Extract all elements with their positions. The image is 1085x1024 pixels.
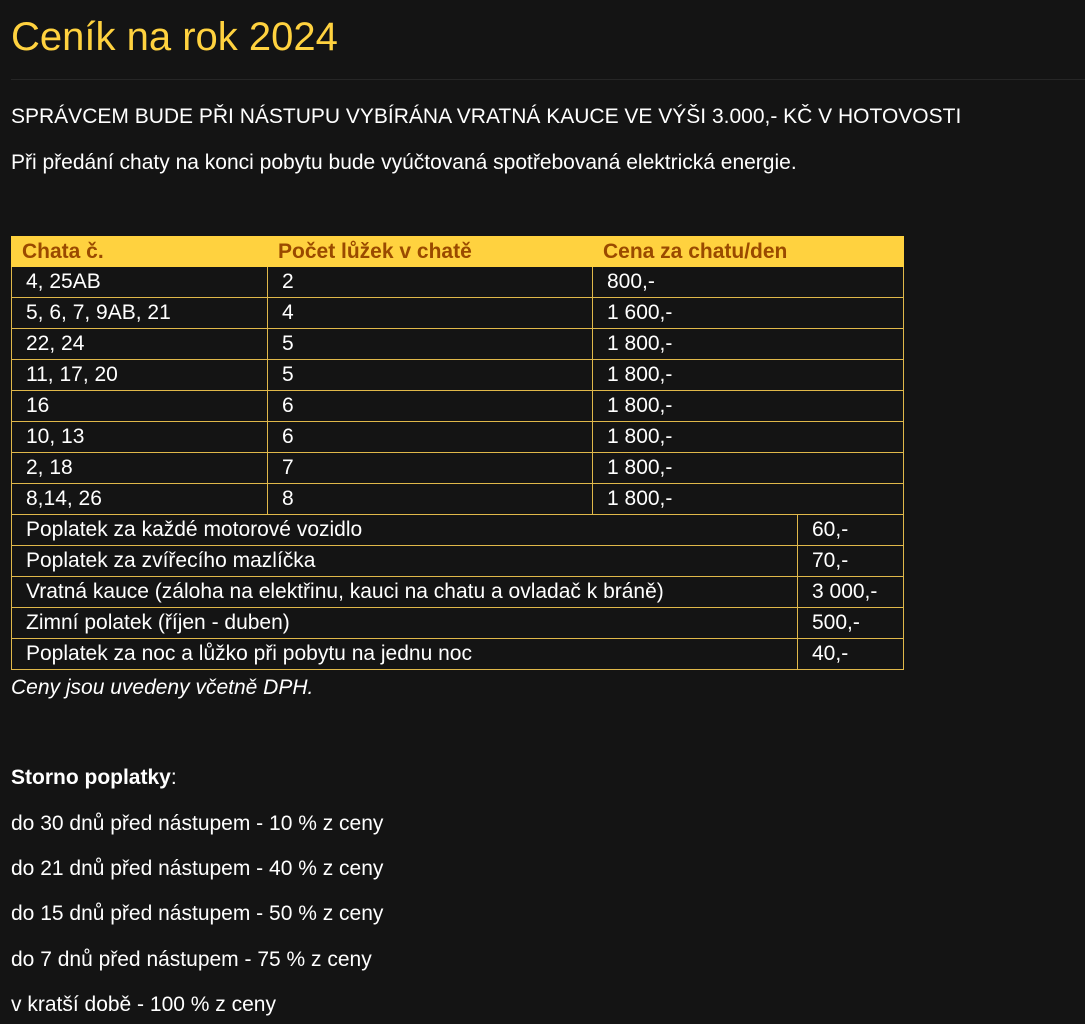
price-per-day: 1 800,- [593,329,904,360]
header-price-per-day: Cena za chatu/den [593,237,904,267]
energy-note: Při předání chaty na konci pobytu bude vyúčtovaná spotřebovaná elektrická energie. [11,151,797,174]
fee-label: Poplatek za zvířecího mazlíčka [12,546,798,577]
storno-item: do 15 dnů před nástupem - 50 % z ceny [11,902,384,925]
fee-amount: 40,- [798,639,904,670]
table-row [12,267,904,298]
table-row [12,453,904,484]
deposit-notice: SPRÁVCEM BUDE PŘI NÁSTUPU VYBÍRÁNA VRATNÁ KAUCE VE VÝŠI 3.000,- KČ V HOTOVOSTI [11,105,962,128]
price-per-day: 1 800,- [593,391,904,422]
fee-amount: 70,- [798,546,904,577]
cabin-number: 16 [12,391,268,422]
table-row [12,329,904,360]
cabin-number: 2, 18 [12,453,268,484]
price-table [11,236,904,515]
price-per-day: 1 800,- [593,453,904,484]
bed-count: 2 [268,267,593,298]
bed-count: 4 [268,298,593,329]
table-row [12,422,904,453]
vat-note: Ceny jsou uvedeny včetně DPH. [11,676,314,699]
bed-count: 6 [268,391,593,422]
price-per-day: 1 800,- [593,422,904,453]
storno-title: Storno poplatky [11,766,171,789]
storno-item: do 7 dnů před nástupem - 75 % z ceny [11,948,372,971]
title-divider [11,79,1085,80]
fee-row [12,515,904,546]
fee-label: Zimní polatek (říjen - duben) [12,608,798,639]
bed-count: 7 [268,453,593,484]
cabin-number: 22, 24 [12,329,268,360]
table-row [12,391,904,422]
price-per-day: 1 800,- [593,360,904,391]
fee-row [12,577,904,608]
storno-item: do 21 dnů před nástupem - 40 % z ceny [11,857,384,880]
cabin-number: 10, 13 [12,422,268,453]
page-title: Ceník na rok 2024 [11,15,338,59]
header-cabin-number: Chata č. [12,237,268,267]
storno-item: do 30 dnů před nástupem - 10 % z ceny [11,812,384,835]
bed-count: 5 [268,329,593,360]
bed-count: 6 [268,422,593,453]
fee-label: Poplatek za noc a lůžko při pobytu na jednu noc [12,639,798,670]
fee-amount: 3 000,- [798,577,904,608]
storno-colon: : [170,766,177,789]
fee-row [12,608,904,639]
fee-row [12,639,904,670]
cabin-number: 5, 6, 7, 9AB, 21 [12,298,268,329]
price-table-header [12,237,904,267]
fee-label: Poplatek za každé motorové vozidlo [12,515,798,546]
header-bed-count: Počet lůžek v chatě [268,237,593,267]
price-per-day: 1 600,- [593,298,904,329]
price-per-day: 1 800,- [593,484,904,515]
cabin-number: 11, 17, 20 [12,360,268,391]
fee-row [12,546,904,577]
bed-count: 8 [268,484,593,515]
price-per-day: 800,- [593,267,904,298]
cabin-number: 4, 25AB [12,267,268,298]
storno-item: v kratší době - 100 % z ceny [11,993,276,1016]
table-row [12,360,904,391]
fee-label: Vratná kauce (záloha na elektřinu, kauci na chatu a ovladač k bráně) [12,577,798,608]
bed-count: 5 [268,360,593,391]
fees-table [11,514,904,670]
storno-heading [11,765,177,791]
table-row [12,298,904,329]
table-row [12,484,904,515]
fee-amount: 60,- [798,515,904,546]
cabin-number: 8,14, 26 [12,484,268,515]
fee-amount: 500,- [798,608,904,639]
